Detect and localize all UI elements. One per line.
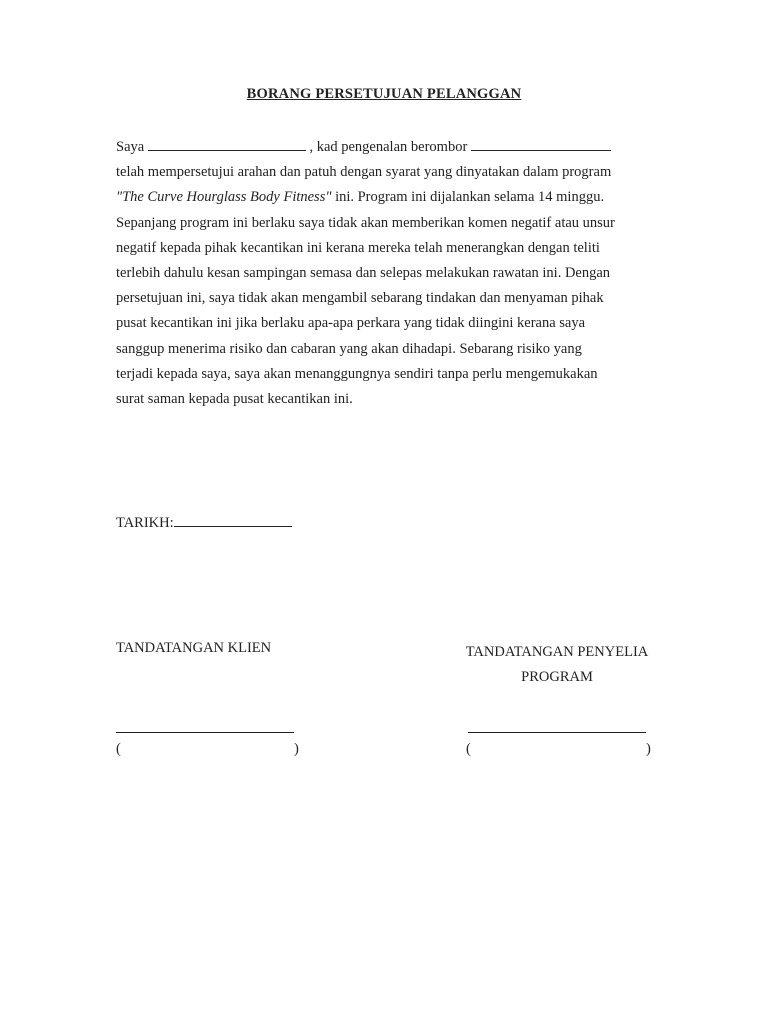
paragraph-line: persetujuan ini, saya tidak akan mengambil sebarang tindakan dan menyaman pihak <box>116 290 604 307</box>
paragraph-line: telah mempersetujui arahan dan patuh dengan syarat yang dinyatakan dalam program <box>116 164 612 181</box>
paragraph-line: terjadi kepada saya, saya akan menanggungnya sendiri tanpa perlu mengemukakan <box>116 365 598 382</box>
client-signature-label: TANDATANGAN KLIEN <box>116 640 272 656</box>
saya-text: Saya <box>116 139 145 155</box>
ic-number-blank-field[interactable] <box>471 136 611 151</box>
supervisor-name-paren-open: ( <box>466 741 471 757</box>
program-name: "The Curve Hourglass Body Fitness" <box>116 189 332 206</box>
supervisor-name-paren-close: ) <box>646 741 651 757</box>
paragraph-line: Sepanjang program ini berlaku saya tidak akan memberikan komen negatif atau unsur <box>116 214 615 231</box>
paragraph-line <box>116 135 676 160</box>
supervisor-signature-label <box>452 640 662 690</box>
supervisor-signature-line[interactable] <box>468 732 646 733</box>
ic-label-text: , kad pengenalan berombor <box>309 139 468 155</box>
document-title: BORANG PERSETUJUAN PELANGGAN <box>246 86 522 102</box>
consent-paragraph <box>116 135 676 412</box>
client-signature-line[interactable] <box>116 732 294 733</box>
paragraph-line: sanggup menerima risiko dan cabaran yang akan dihadapi. Sebarang risiko yang <box>116 340 582 357</box>
paragraph-line: negatif kepada pihak kecantikan ini kerana mereka telah menerangkan dengan teliti <box>116 239 600 256</box>
date-row <box>116 512 292 532</box>
date-label: TARIKH: <box>116 515 174 531</box>
supervisor-label-line2: PROGRAM <box>521 669 593 685</box>
paragraph-line: terlebih dahulu kesan sampingan semasa dan selepas melakukan rawatan ini. Dengan <box>116 264 611 281</box>
supervisor-label-line1: TANDATANGAN PENYELIA <box>465 644 649 660</box>
client-name-paren-close: ) <box>294 741 299 757</box>
paragraph-line: pusat kecantikan ini jika berlaku apa-apa perkara yang tidak diingini kerana saya <box>116 315 586 332</box>
program-duration-text: ini. Program ini dijalankan selama 14 minggu. <box>331 189 605 206</box>
name-blank-field[interactable] <box>148 136 306 151</box>
paragraph-line <box>116 185 676 210</box>
paragraph-line: surat saman kepada pusat kecantikan ini. <box>116 390 353 407</box>
client-name-paren-open: ( <box>116 741 121 757</box>
date-blank-field[interactable] <box>174 512 292 527</box>
